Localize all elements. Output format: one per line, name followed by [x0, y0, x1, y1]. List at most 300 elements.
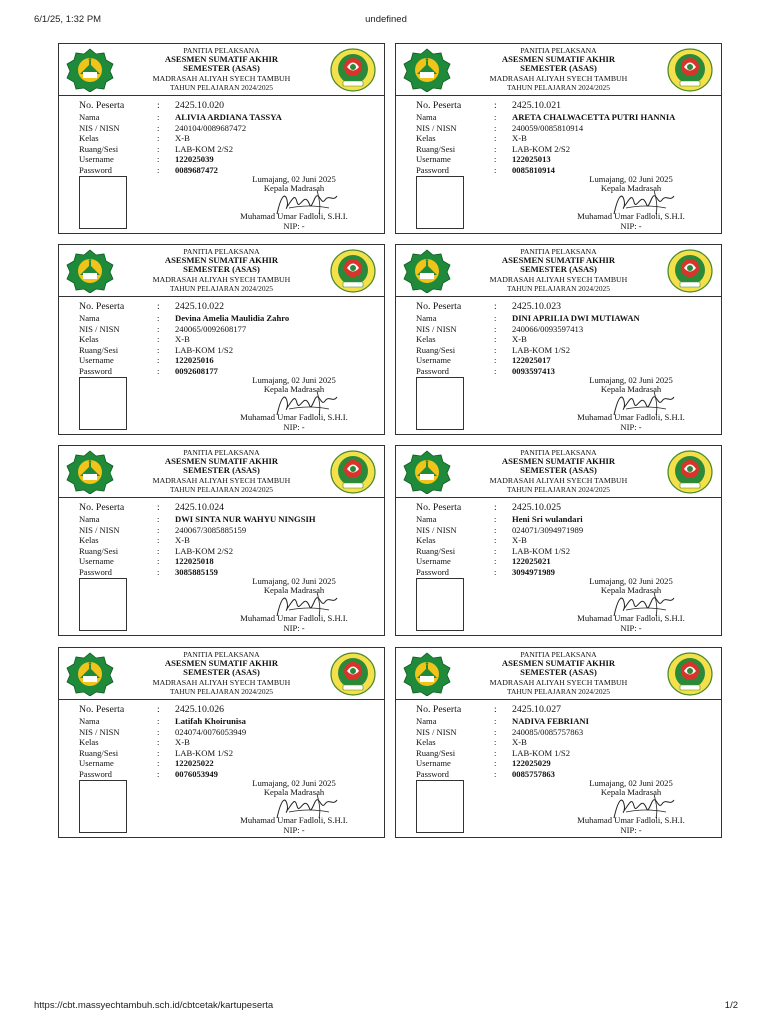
value-ruang: LAB-KOM 1/S2: [175, 344, 234, 355]
committee-label: PANITIA PELAKSANA: [520, 650, 597, 659]
info-row-nama: [79, 313, 379, 324]
signer-role: Kepala Madrasah: [600, 384, 662, 394]
exam-title-line2: SEMESTER (ASAS): [520, 465, 597, 476]
colon: :: [157, 535, 160, 545]
print-date: 6/1/25, 1:32 PM: [34, 14, 102, 25]
value-kelas: X-B: [175, 133, 190, 143]
label-nis: NIS / NISN: [416, 524, 457, 535]
info-row-ruang: [416, 144, 716, 155]
school-name: MADRASAH ALIYAH SYECH TAMBUH: [489, 73, 628, 83]
headmaster-nip: NIP: -: [620, 422, 642, 432]
label-nis: NIS / NISN: [416, 323, 457, 334]
info-row-kelas: [79, 535, 379, 546]
label-username: Username: [79, 355, 114, 365]
card-header: [59, 245, 384, 297]
headmaster-name: Muhamad Umar Fadloli, S.H.I.: [577, 211, 685, 221]
participant-info: [79, 99, 379, 175]
photo-placeholder: [416, 578, 464, 631]
print-footer: [34, 1000, 738, 1016]
value-nama: DWI SINTA NUR WAHYU NINGSIH: [175, 514, 316, 524]
info-row-username: [416, 154, 716, 165]
colon: :: [157, 133, 160, 143]
colon: :: [157, 737, 160, 747]
headmaster-nip: NIP: -: [620, 221, 642, 231]
label-kelas: Kelas: [79, 535, 99, 545]
print-title: undefined: [365, 14, 407, 25]
info-row-nama: [79, 716, 379, 727]
photo-placeholder: [79, 780, 127, 833]
card-heading: [454, 650, 663, 696]
value-peserta: 2425.10.022: [175, 301, 224, 312]
info-row-username: [79, 758, 379, 769]
info-row-peserta: [79, 99, 379, 112]
colon: :: [157, 514, 160, 524]
school-name: MADRASAH ALIYAH SYECH TAMBUH: [152, 73, 291, 83]
school-logo-icon: [330, 450, 376, 494]
exam-title-line2: SEMESTER (ASAS): [520, 667, 597, 678]
colon: :: [494, 747, 497, 758]
photo-placeholder: [79, 377, 127, 430]
info-row-nama: [79, 514, 379, 525]
colon: :: [157, 566, 160, 577]
info-row-kelas: [416, 334, 716, 345]
card-heading: [117, 46, 326, 92]
info-row-peserta: [79, 703, 379, 716]
colon: :: [494, 100, 497, 111]
headmaster-name: Muhamad Umar Fadloli, S.H.I.: [577, 613, 685, 623]
place-date: Lumajang, 02 Juni 2025: [589, 778, 673, 788]
exam-title-line2: SEMESTER (ASAS): [520, 63, 597, 74]
info-row-nama: [416, 313, 716, 324]
school-logo-icon: [667, 48, 713, 92]
ministry-logo-icon: [402, 249, 452, 293]
info-row-ruang: [416, 345, 716, 356]
exam-card: [58, 647, 385, 838]
info-row-nis: [416, 525, 716, 536]
label-peserta: No. Peserta: [79, 704, 125, 715]
value-peserta: 2425.10.020: [175, 100, 224, 111]
label-peserta: No. Peserta: [416, 100, 462, 111]
label-ruang: Ruang/Sesi: [416, 344, 456, 355]
info-row-username: [79, 355, 379, 366]
participant-info: [416, 300, 716, 376]
colon: :: [494, 716, 497, 726]
value-ruang: LAB-KOM 1/S2: [512, 545, 571, 556]
value-nama: DINI APRILIA DWI MUTIAWAN: [512, 313, 640, 323]
colon: :: [157, 313, 160, 323]
headmaster-nip: NIP: -: [620, 623, 642, 633]
value-password: 3085885159: [175, 566, 218, 577]
colon: :: [494, 365, 497, 376]
value-nis: 240104/0089687472: [175, 122, 247, 133]
value-username: 122025016: [175, 355, 214, 365]
exam-title-line1: ASESMEN SUMATIF AKHIR: [164, 54, 279, 65]
exam-card: [58, 244, 385, 435]
value-nama: Devina Amelia Maulidia Zahro: [175, 313, 290, 323]
signature-block: [209, 778, 379, 838]
colon: :: [157, 524, 160, 535]
label-kelas: Kelas: [79, 334, 99, 344]
card-heading: [117, 247, 326, 293]
colon: :: [494, 726, 497, 737]
info-row-ruang: [79, 144, 379, 155]
info-row-username: [416, 556, 716, 567]
place-date: Lumajang, 02 Juni 2025: [589, 576, 673, 586]
info-row-peserta: [416, 501, 716, 514]
value-peserta: 2425.10.026: [175, 704, 224, 715]
label-nama: Nama: [79, 112, 100, 122]
value-password: 0093597413: [512, 365, 555, 376]
info-row-nis: [416, 324, 716, 335]
headmaster-name: Muhamad Umar Fadloli, S.H.I.: [240, 211, 348, 221]
label-kelas: Kelas: [79, 133, 99, 143]
colon: :: [494, 514, 497, 524]
colon: :: [494, 556, 497, 566]
exam-title-line1: ASESMEN SUMATIF AKHIR: [501, 456, 616, 467]
colon: :: [157, 716, 160, 726]
school-logo-icon: [330, 48, 376, 92]
card-heading: [454, 448, 663, 494]
colon: :: [157, 355, 160, 365]
exam-title-line1: ASESMEN SUMATIF AKHIR: [501, 255, 616, 266]
colon: :: [157, 545, 160, 556]
photo-placeholder: [416, 377, 464, 430]
info-row-username: [416, 758, 716, 769]
colon: :: [157, 758, 160, 768]
info-row-ruang: [79, 748, 379, 759]
info-row-nis: [416, 123, 716, 134]
headmaster-name: Muhamad Umar Fadloli, S.H.I.: [240, 613, 348, 623]
colon: :: [494, 758, 497, 768]
print-header: [34, 14, 738, 30]
value-nis: 240059/0085810914: [512, 122, 584, 133]
signer-role: Kepala Madrasah: [263, 585, 325, 595]
value-ruang: LAB-KOM 1/S2: [512, 747, 571, 758]
place-date: Lumajang, 02 Juni 2025: [252, 778, 336, 788]
card-header: [396, 648, 721, 700]
info-row-ruang: [79, 546, 379, 557]
value-username: 122025022: [175, 758, 214, 768]
exam-title-line1: ASESMEN SUMATIF AKHIR: [164, 658, 279, 669]
colon: :: [494, 301, 497, 312]
label-password: Password: [416, 768, 449, 779]
label-password: Password: [79, 164, 112, 175]
info-row-kelas: [416, 737, 716, 748]
label-nama: Nama: [416, 313, 437, 323]
colon: :: [157, 100, 160, 111]
exam-title-line2: SEMESTER (ASAS): [183, 63, 260, 74]
committee-label: PANITIA PELAKSANA: [520, 46, 597, 55]
participant-info: [79, 300, 379, 376]
label-nama: Nama: [416, 112, 437, 122]
label-nis: NIS / NISN: [416, 726, 457, 737]
label-password: Password: [416, 566, 449, 577]
label-kelas: Kelas: [416, 133, 436, 143]
info-row-kelas: [79, 737, 379, 748]
participant-info: [79, 703, 379, 779]
school-name: MADRASAH ALIYAH SYECH TAMBUH: [152, 475, 291, 485]
exam-title-line1: ASESMEN SUMATIF AKHIR: [501, 54, 616, 65]
info-row-nama: [416, 112, 716, 123]
info-row-ruang: [79, 345, 379, 356]
exam-card: [58, 43, 385, 234]
school-logo-icon: [330, 249, 376, 293]
colon: :: [157, 502, 160, 513]
committee-label: PANITIA PELAKSANA: [520, 448, 597, 457]
page-number: 1/2: [724, 1000, 738, 1011]
signature-block: [209, 375, 379, 435]
info-row-peserta: [416, 300, 716, 313]
headmaster-name: Muhamad Umar Fadloli, S.H.I.: [577, 412, 685, 422]
colon: :: [494, 154, 497, 164]
card-heading: [117, 650, 326, 696]
value-nama: NADIVA FEBRIANI: [512, 716, 589, 726]
exam-title-line2: SEMESTER (ASAS): [183, 465, 260, 476]
school-year: TAHUN PELAJARAN 2024/2025: [507, 283, 610, 293]
value-nis: 240065/0092608177: [175, 323, 247, 334]
card-header: [59, 648, 384, 700]
signer-role: Kepala Madrasah: [263, 183, 325, 193]
label-password: Password: [79, 365, 112, 376]
label-password: Password: [79, 566, 112, 577]
exam-title-line1: ASESMEN SUMATIF AKHIR: [164, 456, 279, 467]
info-row-nis: [416, 727, 716, 738]
colon: :: [494, 323, 497, 334]
label-nama: Nama: [416, 514, 437, 524]
exam-title-line2: SEMESTER (ASAS): [183, 264, 260, 275]
value-ruang: LAB-KOM 2/S2: [512, 143, 571, 154]
ministry-logo-icon: [65, 450, 115, 494]
headmaster-nip: NIP: -: [283, 221, 305, 231]
value-password: 0089687472: [175, 164, 218, 175]
value-kelas: X-B: [512, 737, 527, 747]
school-year: TAHUN PELAJARAN 2024/2025: [170, 484, 273, 494]
participant-info: [416, 99, 716, 175]
colon: :: [494, 344, 497, 355]
card-heading: [454, 46, 663, 92]
label-username: Username: [79, 154, 114, 164]
school-logo-icon: [667, 249, 713, 293]
value-username: 122025018: [175, 556, 214, 566]
value-nis: 024074/0076053949: [175, 726, 247, 737]
label-ruang: Ruang/Sesi: [79, 545, 119, 556]
card-header: [59, 44, 384, 96]
ministry-logo-icon: [402, 48, 452, 92]
colon: :: [157, 122, 160, 133]
label-username: Username: [416, 355, 451, 365]
card-header: [396, 44, 721, 96]
value-nama: ARETA CHALWACETTA PUTRI HANNIA: [512, 112, 676, 122]
colon: :: [494, 313, 497, 323]
label-username: Username: [79, 556, 114, 566]
headmaster-nip: NIP: -: [620, 825, 642, 835]
school-year: TAHUN PELAJARAN 2024/2025: [170, 686, 273, 696]
colon: :: [157, 143, 160, 154]
colon: :: [157, 112, 160, 122]
headmaster-nip: NIP: -: [283, 623, 305, 633]
info-row-nis: [79, 324, 379, 335]
value-peserta: 2425.10.027: [512, 704, 561, 715]
signature-block: [546, 375, 716, 435]
photo-placeholder: [79, 578, 127, 631]
school-logo-icon: [667, 450, 713, 494]
colon: :: [157, 747, 160, 758]
value-password: 0092608177: [175, 365, 218, 376]
info-row-username: [79, 556, 379, 567]
photo-placeholder: [416, 176, 464, 229]
colon: :: [494, 768, 497, 779]
value-username: 122025029: [512, 758, 551, 768]
value-nis: 240067/3085885159: [175, 524, 247, 535]
place-date: Lumajang, 02 Juni 2025: [589, 174, 673, 184]
label-nama: Nama: [79, 716, 100, 726]
participant-info: [416, 703, 716, 779]
value-nis: 240085/0085757863: [512, 726, 584, 737]
participant-info: [79, 501, 379, 577]
value-nama: Latifah Khoirunisa: [175, 716, 246, 726]
info-row-peserta: [79, 300, 379, 313]
committee-label: PANITIA PELAKSANA: [183, 247, 260, 256]
school-name: MADRASAH ALIYAH SYECH TAMBUH: [489, 475, 628, 485]
label-ruang: Ruang/Sesi: [79, 747, 119, 758]
colon: :: [494, 535, 497, 545]
colon: :: [157, 768, 160, 779]
label-nis: NIS / NISN: [79, 122, 120, 133]
info-row-username: [416, 355, 716, 366]
ministry-logo-icon: [65, 249, 115, 293]
card-heading: [454, 247, 663, 293]
card-header: [59, 446, 384, 498]
colon: :: [494, 133, 497, 143]
value-ruang: LAB-KOM 2/S2: [175, 545, 234, 556]
ministry-logo-icon: [65, 652, 115, 696]
card-header: [396, 446, 721, 498]
colon: :: [494, 112, 497, 122]
label-peserta: No. Peserta: [416, 704, 462, 715]
value-peserta: 2425.10.023: [512, 301, 561, 312]
info-row-peserta: [416, 99, 716, 112]
school-logo-icon: [330, 652, 376, 696]
value-password: 0076053949: [175, 768, 218, 779]
label-ruang: Ruang/Sesi: [416, 143, 456, 154]
print-url: https://cbt.massyechtambuh.sch.id/cbtcetak/kartupeserta: [34, 1000, 274, 1011]
exam-card: [395, 244, 722, 435]
colon: :: [157, 726, 160, 737]
place-date: Lumajang, 02 Juni 2025: [252, 576, 336, 586]
info-row-nis: [79, 727, 379, 738]
label-peserta: No. Peserta: [416, 502, 462, 513]
label-nis: NIS / NISN: [416, 122, 457, 133]
value-ruang: LAB-KOM 2/S2: [175, 143, 234, 154]
label-username: Username: [416, 154, 451, 164]
signature-block: [209, 576, 379, 636]
label-ruang: Ruang/Sesi: [416, 747, 456, 758]
school-name: MADRASAH ALIYAH SYECH TAMBUH: [489, 677, 628, 687]
info-row-nis: [79, 123, 379, 134]
participant-info: [416, 501, 716, 577]
ministry-logo-icon: [402, 652, 452, 696]
value-kelas: X-B: [512, 334, 527, 344]
label-nis: NIS / NISN: [79, 323, 120, 334]
info-row-kelas: [416, 133, 716, 144]
label-username: Username: [416, 556, 451, 566]
colon: :: [157, 556, 160, 566]
info-row-ruang: [416, 546, 716, 557]
school-year: TAHUN PELAJARAN 2024/2025: [170, 283, 273, 293]
label-kelas: Kelas: [416, 737, 436, 747]
value-kelas: X-B: [512, 133, 527, 143]
label-username: Username: [416, 758, 451, 768]
school-logo-icon: [667, 652, 713, 696]
colon: :: [494, 737, 497, 747]
photo-placeholder: [79, 176, 127, 229]
info-row-kelas: [79, 334, 379, 345]
value-password: 0085810914: [512, 164, 555, 175]
value-username: 122025017: [512, 355, 551, 365]
info-row-username: [79, 154, 379, 165]
label-nis: NIS / NISN: [79, 726, 120, 737]
info-row-nis: [79, 525, 379, 536]
label-peserta: No. Peserta: [79, 502, 125, 513]
exam-title-line2: SEMESTER (ASAS): [183, 667, 260, 678]
info-row-peserta: [79, 501, 379, 514]
label-kelas: Kelas: [416, 535, 436, 545]
signature-block: [546, 576, 716, 636]
school-year: TAHUN PELAJARAN 2024/2025: [507, 686, 610, 696]
info-row-kelas: [416, 535, 716, 546]
school-name: MADRASAH ALIYAH SYECH TAMBUH: [152, 274, 291, 284]
exam-title-line1: ASESMEN SUMATIF AKHIR: [164, 255, 279, 266]
signer-role: Kepala Madrasah: [600, 787, 662, 797]
signer-role: Kepala Madrasah: [263, 384, 325, 394]
place-date: Lumajang, 02 Juni 2025: [252, 375, 336, 385]
value-ruang: LAB-KOM 1/S2: [175, 747, 234, 758]
signature-block: [209, 174, 379, 234]
value-kelas: X-B: [175, 737, 190, 747]
exam-title-line1: ASESMEN SUMATIF AKHIR: [501, 658, 616, 669]
value-username: 122025013: [512, 154, 551, 164]
value-kelas: X-B: [512, 535, 527, 545]
value-nis: 024071/3094971989: [512, 524, 584, 535]
label-ruang: Ruang/Sesi: [416, 545, 456, 556]
value-username: 122025039: [175, 154, 214, 164]
value-kelas: X-B: [175, 535, 190, 545]
ministry-logo-icon: [402, 450, 452, 494]
colon: :: [157, 301, 160, 312]
value-nama: Heni Sri wulandari: [512, 514, 583, 524]
school-name: MADRASAH ALIYAH SYECH TAMBUH: [489, 274, 628, 284]
signature-block: [546, 778, 716, 838]
headmaster-nip: NIP: -: [283, 825, 305, 835]
exam-card: [395, 647, 722, 838]
value-password: 0085757863: [512, 768, 555, 779]
label-peserta: No. Peserta: [79, 100, 125, 111]
card-heading: [117, 448, 326, 494]
exam-card: [395, 43, 722, 234]
headmaster-name: Muhamad Umar Fadloli, S.H.I.: [240, 815, 348, 825]
colon: :: [494, 122, 497, 133]
exam-card: [58, 445, 385, 636]
colon: :: [157, 704, 160, 715]
signer-role: Kepala Madrasah: [600, 183, 662, 193]
label-kelas: Kelas: [416, 334, 436, 344]
value-ruang: LAB-KOM 1/S2: [512, 344, 571, 355]
exam-title-line2: SEMESTER (ASAS): [520, 264, 597, 275]
signature-block: [546, 174, 716, 234]
colon: :: [157, 154, 160, 164]
colon: :: [494, 524, 497, 535]
headmaster-nip: NIP: -: [283, 422, 305, 432]
